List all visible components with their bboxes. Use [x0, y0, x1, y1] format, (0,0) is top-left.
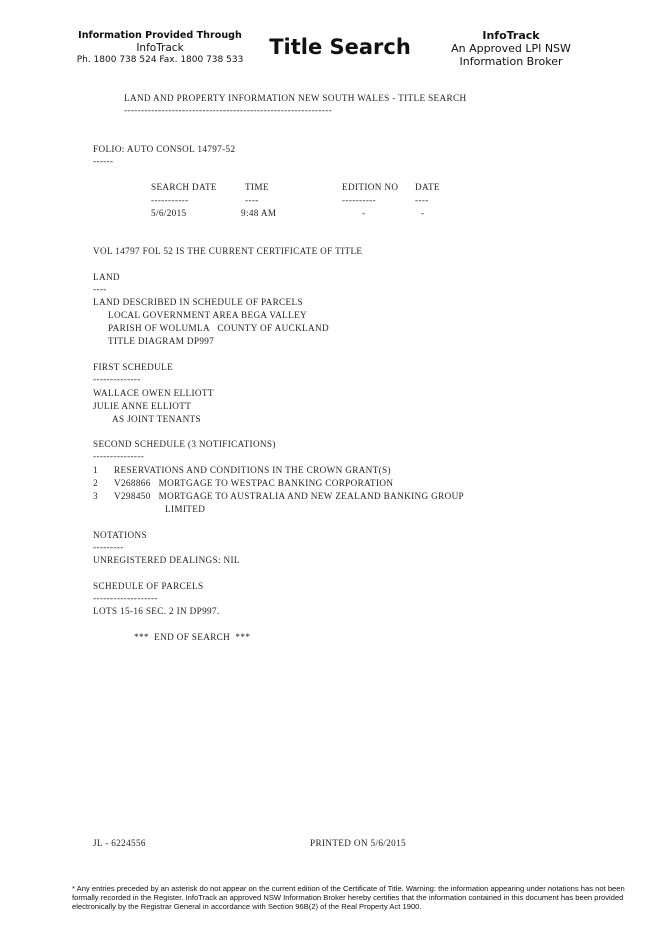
parcels-line: LOTS 15-16 SEC. 2 IN DP997.	[93, 606, 220, 616]
land-underline: ----	[93, 284, 107, 294]
notations-underline: ---------	[93, 542, 124, 552]
first-schedule-underline: --------------	[93, 374, 141, 384]
search-date-underline: -----------	[151, 195, 189, 205]
first-schedule-heading: FIRST SCHEDULE	[93, 362, 174, 372]
time-underline: ----	[245, 195, 259, 205]
unregistered-dealings: UNREGISTERED DEALINGS: NIL	[93, 555, 240, 565]
search-date-value: 5/6/2015	[151, 208, 187, 218]
agency-heading-underline: -------------------------------------------------------------	[124, 105, 332, 115]
footer-disclaimer: * Any entries preceded by an asterisk do not appear on the current edition of the Certificate of Title. Warning: the information appearing under notations has not been formally recorded in the Register. InfoTrack an approved NSW Information Broker hereby certifies that the information contained in this document has been provided electronically by the Registrar General in accordance with Section 96B(2) of the Real Property Act 1900.	[72, 884, 625, 911]
date-underline: ----	[415, 195, 429, 205]
notification-text: V298450 MORTGAGE TO AUSTRALIA AND NEW ZEALAND BANKING GROUP	[114, 491, 465, 501]
date-value: -	[421, 208, 425, 218]
edition-no-value: -	[362, 208, 366, 218]
search-date-header: SEARCH DATE	[151, 182, 217, 192]
end-of-search: *** END OF SEARCH ***	[134, 632, 251, 642]
header-left-line1: Information Provided Through	[78, 30, 242, 41]
land-heading: LAND	[93, 272, 120, 282]
notification-number: 2	[93, 478, 98, 488]
header-right-line2: An Approved LPI NSW	[451, 42, 571, 55]
parcels-underline: -------------------	[93, 593, 158, 603]
notification-continuation: LIMITED	[165, 504, 206, 514]
time-header: TIME	[245, 182, 269, 192]
edition-no-underline: ----------	[342, 195, 377, 205]
land-line: LOCAL GOVERNMENT AREA BEGA VALLEY	[108, 310, 308, 320]
header-left-line3: Ph. 1800 738 524 Fax. 1800 738 533	[76, 55, 244, 65]
time-value: 9:48 AM	[241, 208, 277, 218]
notations-heading: NOTATIONS	[93, 530, 147, 540]
printed-date: PRINTED ON 5/6/2015	[310, 838, 406, 848]
notification-number: 1	[93, 465, 98, 475]
notification-text: V268866 MORTGAGE TO WESTPAC BANKING CORPORATION	[114, 478, 394, 488]
tenancy-type: AS JOINT TENANTS	[112, 414, 201, 424]
folio-underline: ------	[93, 156, 114, 166]
agency-heading: LAND AND PROPERTY INFORMATION NEW SOUTH WALES - TITLE SEARCH	[124, 93, 467, 103]
header-right-line3: Information Broker	[459, 55, 563, 68]
proprietor-name: WALLACE OWEN ELLIOTT	[93, 388, 214, 398]
current-certificate-line: VOL 14797 FOL 52 IS THE CURRENT CERTIFICATE OF TITLE	[93, 246, 363, 256]
land-line: LAND DESCRIBED IN SCHEDULE OF PARCELS	[93, 297, 303, 307]
proprietor-name: JULIE ANNE ELLIOTT	[93, 401, 192, 411]
parcels-heading: SCHEDULE OF PARCELS	[93, 581, 204, 591]
header-left-line2: InfoTrack	[136, 42, 184, 54]
second-schedule-heading: SECOND SCHEDULE (3 NOTIFICATIONS)	[93, 439, 276, 449]
search-reference: JL - 6224556	[93, 838, 146, 848]
header-right-line1: InfoTrack	[482, 29, 540, 42]
land-line: TITLE DIAGRAM DP997	[108, 336, 215, 346]
folio-identifier: FOLIO: AUTO CONSOL 14797-52	[93, 144, 236, 154]
land-line: PARISH OF WOLUMLA COUNTY OF AUCKLAND	[108, 323, 329, 333]
date-header: DATE	[415, 182, 440, 192]
notification-number: 3	[93, 491, 98, 501]
page-title: Title Search	[269, 35, 411, 59]
edition-no-header: EDITION NO	[342, 182, 399, 192]
notification-text: RESERVATIONS AND CONDITIONS IN THE CROWN GRANT(S)	[114, 465, 391, 475]
second-schedule-underline: ---------------	[93, 451, 145, 461]
